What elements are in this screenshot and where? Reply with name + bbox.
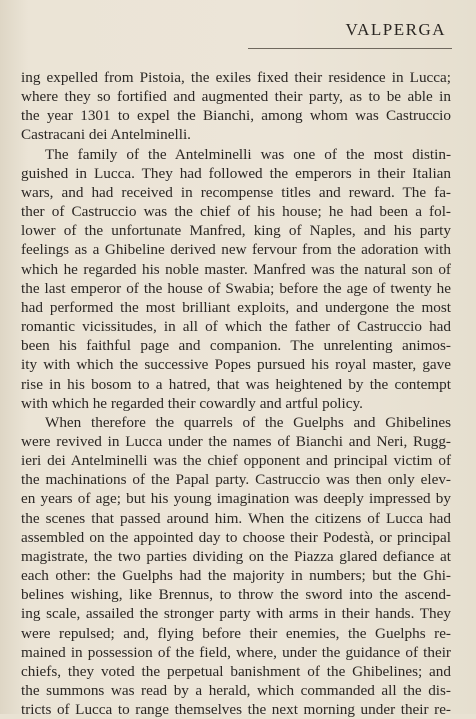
- body-text: [21, 68, 451, 719]
- text-line: Castracani dei Antelminelli.: [21, 126, 191, 144]
- text-line: the last emperor of the house of Swabia; before the age of twenty he: [21, 279, 451, 297]
- text-line: where they so fortified and augmented their party, as to be able in: [21, 88, 451, 106]
- text-line: romantic vicissitudes, in all of which the father of Castruccio had: [21, 318, 451, 336]
- text-line: tricts of Lucca to range themselves the next morning under their re-: [21, 701, 451, 719]
- text-line: the scenes that passed around him. When the citizens of Lucca had: [21, 509, 451, 527]
- text-line: were repulsed; and, flying before their enemies, the Guelphs re-: [21, 624, 451, 642]
- text-line: ing expelled from Pistoia, the exiles fixed their residence in Lucca;: [21, 69, 451, 86]
- text-line: the year 1301 to expel the Bianchi, among whom was Castruccio: [21, 107, 451, 125]
- text-line: ther of Castruccio was the chief of his house; he had been a fol-: [21, 203, 451, 221]
- text-line: had performed the most brilliant exploits, and undergone the most: [21, 298, 451, 316]
- text-line: magistrate, the two parties dividing on the Piazza glared defiance at: [21, 547, 451, 565]
- paragraph-2: [21, 145, 451, 413]
- text-line: been his faithful page and companion. The unrelenting animos-: [21, 337, 451, 355]
- text-line: The family of the Antelminelli was one of the most distin-: [45, 145, 451, 163]
- text-line: with which he regarded their cowardly and artful policy.: [21, 394, 363, 412]
- text-line: rise in his bosom to a hatred, that was heightened by the contempt: [21, 375, 451, 393]
- text-line: mained in possession of the field, where, under the guidance of their: [21, 643, 451, 661]
- text-line: ieri dei Antelminelli was the chief opponent and principal victim of: [21, 452, 451, 470]
- text-line: the machinations of the Papal party. Castruccio was then only elev-: [21, 471, 451, 489]
- text-line: guished in Lucca. They had followed the emperors in their Italian: [21, 164, 451, 182]
- paragraph-1: [21, 68, 451, 145]
- text-line: each other: the Guelphs had the majority in numbers; but the Ghi-: [21, 567, 451, 585]
- text-line: feelings as a Ghibeline derived new fervour from the adoration with: [21, 241, 451, 259]
- text-line: were revived in Lucca under the names of Bianchi and Neri, Rugg-: [21, 432, 451, 450]
- running-head: VALPERGA: [345, 20, 446, 39]
- text-line: the summons was read by a herald, which commanded all the dis-: [21, 682, 451, 699]
- text-line: When therefore the quarrels of the Guelphs and Ghibelines: [45, 413, 451, 431]
- paragraph-3: [21, 413, 451, 719]
- text-line: which he regarded his noble master. Manfred was the natural son of: [21, 260, 451, 278]
- text-line: en years of age; but his young imagination was deeply impressed by: [21, 490, 451, 508]
- text-line: assembled on the appointed day to choose their Podestà, or principal: [21, 528, 451, 546]
- text-line: ity with which the successive Popes pursued his royal master, gave: [21, 356, 451, 374]
- header-rule: [248, 48, 452, 49]
- text-line: belines wishing, like Brennus, to throw the sword into the ascend-: [21, 586, 451, 604]
- text-line: lower of the unfortunate Manfred, king of Naples, and his party: [21, 222, 451, 240]
- text-line: chiefs, they voted the perpetual banishment of the Ghibelines; and: [21, 662, 451, 680]
- text-line: wars, and had received in recompense titles and reward. The fa-: [21, 183, 451, 201]
- text-line: ing scale, assailed the stronger party with arms in their hands. They: [21, 605, 451, 623]
